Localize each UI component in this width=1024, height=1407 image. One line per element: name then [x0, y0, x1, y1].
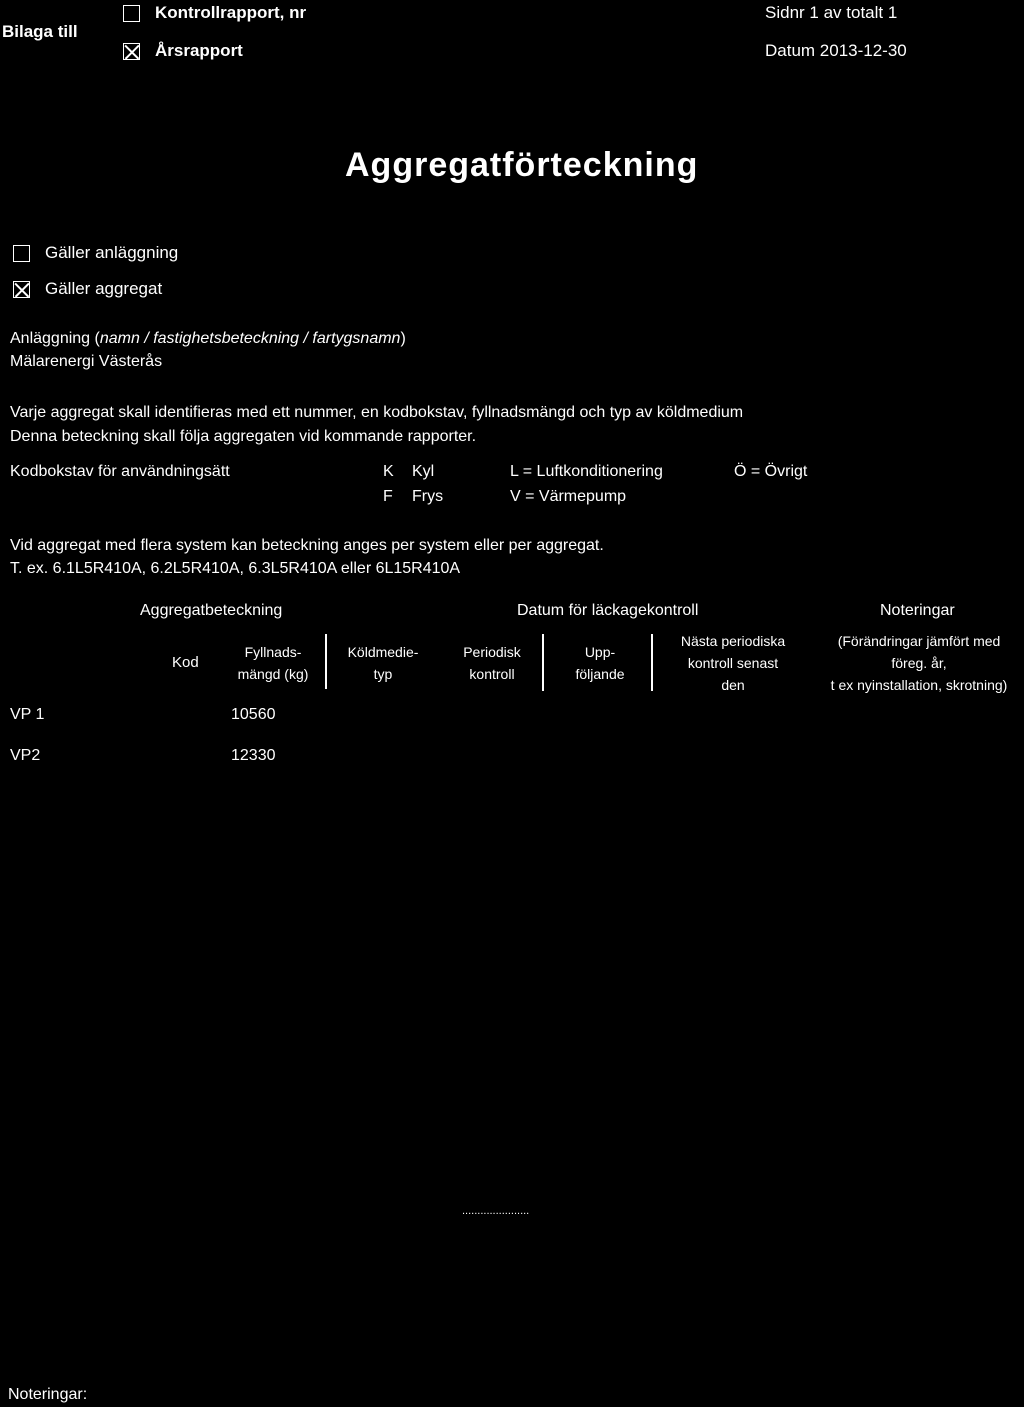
- group-noteringar: Noteringar: [880, 602, 955, 619]
- col-uppfoljande-line-1: Upp-: [584, 644, 616, 660]
- page-number: Sidnr 1 av totalt 1: [765, 3, 898, 22]
- multi-system-line-1: Vid aggregat med flera system kan beteckning anges per system eller per aggregat.: [10, 537, 604, 554]
- col-nasta-line-1: Nästa periodiska: [680, 633, 786, 649]
- column-divider: [651, 634, 653, 691]
- arsrapport-label: Årsrapport: [155, 41, 243, 60]
- col-fyllnadsmangd: [226, 641, 320, 685]
- col-uppfoljande-line-2: följande: [575, 666, 625, 682]
- column-divider: [542, 634, 544, 691]
- col-fyllnadsmangd-line-1: Fyllnads-: [244, 644, 302, 660]
- code-o-text: Ö = Övrigt: [734, 463, 808, 480]
- row-1-id: VP 1: [10, 706, 45, 723]
- code-legend-label: Kodbokstav för användningsätt: [10, 463, 230, 480]
- galler-anlaggning-label: Gäller anläggning: [45, 243, 179, 262]
- instructions-line-1: Varje aggregat skall identifieras med ett nummer, en kodbokstav, fyllnadsmängd och typ av köldmedium: [10, 404, 744, 421]
- col-nasta-line-3: den: [721, 677, 745, 693]
- code-v-text: V = Värmepump: [510, 488, 627, 505]
- code-f-text: Frys: [412, 488, 444, 505]
- col-periodisk-line-2: kontroll: [469, 666, 515, 682]
- multi-system-line-2: T. ex. 6.1L5R410A, 6.2L5R410A, 6.3L5R410A eller 6L15R410A: [10, 560, 461, 577]
- code-k-text: Kyl: [412, 463, 435, 480]
- code-l-text: L = Luftkonditionering: [510, 463, 663, 480]
- col-periodisk-line-1: Periodisk: [463, 644, 521, 660]
- col-fyllnadsmangd-line-2: mängd (kg): [237, 666, 309, 682]
- row-2-id: VP2: [10, 747, 41, 764]
- instructions-line-2: Denna beteckning skall följa aggregaten vid kommande rapporter.: [10, 428, 477, 445]
- column-divider: [325, 634, 327, 689]
- arsrapport-checkbox[interactable]: [123, 43, 140, 60]
- row-1-fyllnadsmangd: 10560: [231, 706, 276, 723]
- footer-noteringar-label: Noteringar:: [8, 1386, 88, 1403]
- facility-label-prefix: Anläggning (: [10, 330, 100, 347]
- code-f-letter: F: [383, 488, 393, 505]
- page-title: Aggregatförteckning: [345, 146, 699, 184]
- signature-dots: ......................: [462, 1205, 530, 1217]
- col-nasta-periodiska: [658, 630, 808, 696]
- col-noteringar-line-1: (Förändringar jämfört med: [837, 633, 1001, 649]
- kontrollrapport-checkbox[interactable]: [123, 5, 140, 22]
- galler-aggregat-checkbox[interactable]: [13, 281, 30, 298]
- kontrollrapport-label: Kontrollrapport, nr: [155, 3, 307, 22]
- galler-aggregat-label: Gäller aggregat: [45, 279, 163, 298]
- col-kod: Kod: [172, 654, 199, 671]
- code-k-letter: K: [383, 463, 394, 480]
- col-uppfoljande: [555, 641, 645, 685]
- report-date: Datum 2013-12-30: [765, 41, 907, 60]
- bilaga-label: Bilaga till: [2, 22, 78, 41]
- col-noteringar-desc: [814, 630, 1024, 696]
- facility-label-italic: namn / fastighetsbeteckning / fartygsnamn: [99, 330, 401, 347]
- col-koldmedietyp: [336, 641, 430, 685]
- col-noteringar-line-2: föreg. år,: [891, 655, 947, 671]
- col-nasta-line-2: kontroll senast: [687, 655, 779, 671]
- col-periodisk-kontroll: [445, 641, 539, 685]
- group-datum-lackagekontroll: Datum för läckagekontroll: [517, 602, 699, 619]
- row-2-fyllnadsmangd: 12330: [231, 747, 276, 764]
- facility-label: [10, 330, 406, 348]
- galler-anlaggning-checkbox[interactable]: [13, 245, 30, 262]
- group-aggregatbeteckning: Aggregatbeteckning: [140, 602, 283, 619]
- col-koldmedietyp-line-1: Köldmedie-: [347, 644, 419, 660]
- col-noteringar-line-3: t ex nyinstallation, skrotning): [830, 677, 1008, 693]
- facility-name: Mälarenergi Västerås: [10, 353, 163, 370]
- facility-label-suffix: ): [400, 330, 406, 347]
- col-koldmedietyp-line-2: typ: [373, 666, 393, 682]
